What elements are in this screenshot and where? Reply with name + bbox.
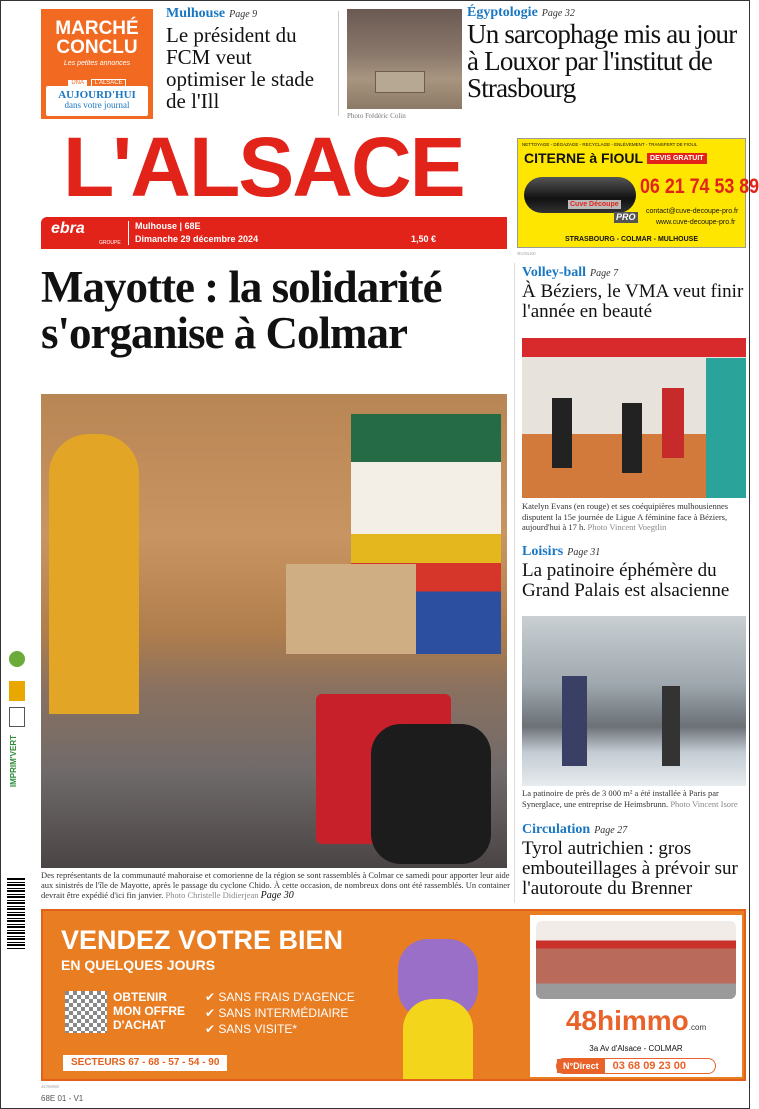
ebra-sub: GROUPE: [99, 240, 121, 246]
ad-web: www.cuve-decoupe-pro.fr: [656, 219, 736, 226]
story-circulation[interactable]: [522, 822, 748, 899]
ad-benefit: ✔ SANS INTERMÉDIAIRE: [205, 1006, 349, 1021]
masthead-bar: [41, 217, 507, 249]
ad-services: NETTOYAGE - DÉGAZAGE - RECYCLAGE - ENLÈVEMENT - TRANSFERT DE FIOUL: [522, 142, 698, 147]
ad-email: contact@cuve-decoupe-pro.fr: [646, 208, 739, 215]
price: 1,50 €: [411, 234, 437, 244]
teaser-kicker: Égyptologie: [467, 5, 538, 20]
patinoire-photo: [522, 616, 746, 786]
story-kicker: Loisirs: [522, 544, 564, 559]
ad-phone: 03 68 09 23 00: [612, 1060, 687, 1072]
ad-cta: MON OFFRE: [113, 1003, 185, 1018]
ad-direct: N°Direct: [557, 1059, 605, 1073]
ebra-logo: ebra: [51, 220, 85, 237]
ad-brand-sub: PRO: [616, 212, 636, 222]
ad-48himmo[interactable]: [41, 909, 746, 1081]
volley-caption: Katelyn Evans (en rouge) et ses coéquipières mulhousiennes disputent la 15e journée de Ligue A féminine face à Béziers, aujourd'hui à 17 h. Photo Vincent Voegtlin: [522, 501, 729, 533]
qr-code-icon: [65, 991, 107, 1033]
teaser-kicker: Mulhouse: [166, 6, 226, 21]
teaser-headline: Un sarcophage mis au jour à Louxor par l'institut de Strasbourg: [467, 19, 737, 104]
divider: [338, 11, 339, 116]
story-page: Page 7: [590, 268, 619, 279]
main-caption: Des représentants de la communauté mahoraise et comorienne de la région se sont rassemblés à Colmar ce samedi pour apporter leur aide aux sinistrés de l'île de Mayotte, après le passage du cyclone Chido. À cette occasion, de nombreux dons ont été rassemblés. Un container devrait être expédié d'ici fin janvier. Photo Christelle Didierjean Page 30: [41, 870, 510, 902]
ad-ref: 9E2582200: [517, 251, 536, 256]
ad-phone: 06 21 74 53 89: [640, 175, 759, 198]
scooter-couple-image: [363, 929, 513, 1079]
promo-title: MARCHÉ: [55, 18, 139, 39]
ad-address: 3a Av d'Alsace - COLMAR: [589, 1044, 683, 1053]
promo-today-sub: dans votre journal: [64, 100, 130, 111]
photo-credit: Photo Frédéric Colin: [347, 112, 406, 120]
main-photo: [41, 394, 507, 868]
ad-title: VENDEZ VOTRE BIEN: [61, 925, 344, 955]
promo-title-2: CONCLU: [56, 37, 138, 58]
edition-code: 68E 01 - V1: [41, 1094, 84, 1103]
story-headline: La patinoire éphémère du Grand Palais est alsacienne: [522, 560, 730, 601]
ad-cta: D'ACHAT: [113, 1017, 166, 1032]
patinoire-caption: La patinoire de près de 3 000 m² a été installée à Paris par Synerglace, une entreprise de Heimsbrunn. Photo Vincent Isore: [522, 788, 738, 809]
story-headline: Tyrol autrichien : gros embouteillages à prévoir sur l'autoroute du Brenner: [522, 838, 738, 899]
column-divider: [514, 263, 515, 903]
ad-brand-tld: .com: [688, 1023, 707, 1032]
ad-badge: DEVIS GRATUIT: [647, 153, 707, 164]
story-page: Page 31: [567, 547, 601, 558]
ad-benefit: ✔ SANS FRAIS D'AGENCE: [205, 990, 355, 1004]
ad-title: CITERNE à FIOUL: [524, 150, 644, 166]
teaser-headline: Le président du FCM veut optimiser le stade de l'Ill: [166, 23, 315, 114]
barcode: [7, 877, 25, 949]
promo-today: AUJOURD'HUI: [58, 89, 136, 101]
ad-brand: Cuve Découpe: [570, 201, 619, 208]
story-headline: À Béziers, le VMA veut finir l'année en beauté: [522, 281, 744, 322]
recycle-icon: [9, 651, 25, 667]
story-kicker: Circulation: [522, 822, 591, 837]
alsace-logo: L'ALSACE: [91, 79, 125, 87]
dna-logo: DNA: [68, 80, 87, 86]
ad-subtitle: EN QUELQUES JOURS: [61, 957, 216, 973]
story-page: Page 27: [594, 825, 628, 836]
teaser-page: Page 9: [229, 9, 258, 20]
story-volley[interactable]: [522, 265, 748, 322]
story-loisirs[interactable]: [522, 544, 748, 601]
edition: Mulhouse | 68E: [135, 221, 201, 231]
ad-cta: OBTENIR: [113, 990, 167, 1004]
promo-sub: Les petites annonces: [63, 60, 131, 67]
ad-brand: 48himmo: [565, 1005, 689, 1036]
page-ref: Page 30: [260, 890, 294, 902]
photo-credit: Photo Christelle Didierjean: [165, 890, 259, 901]
main-headline[interactable]: Mayotte : la solidarité s'organise à Colmar: [41, 262, 442, 359]
teaser-page: Page 32: [541, 8, 575, 19]
teaser-egyptologie[interactable]: [467, 5, 751, 102]
ad-cities: STRASBOURG - COLMAR - MULHOUSE: [565, 236, 698, 243]
volley-photo: [522, 338, 746, 498]
triman-icon: [9, 681, 25, 701]
sorting-icon: [9, 707, 25, 727]
ad-citerne-fioul[interactable]: [517, 138, 759, 248]
promo-marche-conclu[interactable]: [41, 9, 153, 119]
story-kicker: Volley-ball: [522, 265, 587, 280]
imprimvert-label: IMPRIM'VERT: [9, 735, 18, 788]
ad-ref: 441960800: [41, 1084, 59, 1089]
agency-storefront-photo: [536, 921, 736, 999]
masthead-logo[interactable]: L'ALSACE: [63, 120, 464, 214]
ad-sectors: SECTEURS 67 - 68 - 57 - 54 - 90: [63, 1055, 227, 1071]
margin-icons: [9, 651, 27, 787]
teaser-mulhouse[interactable]: [166, 6, 334, 112]
ad-benefit: ✔ SANS VISITE*: [205, 1022, 298, 1037]
issue-date: Dimanche 29 décembre 2024: [135, 234, 259, 244]
sarcophagus-photo: [347, 9, 462, 109]
